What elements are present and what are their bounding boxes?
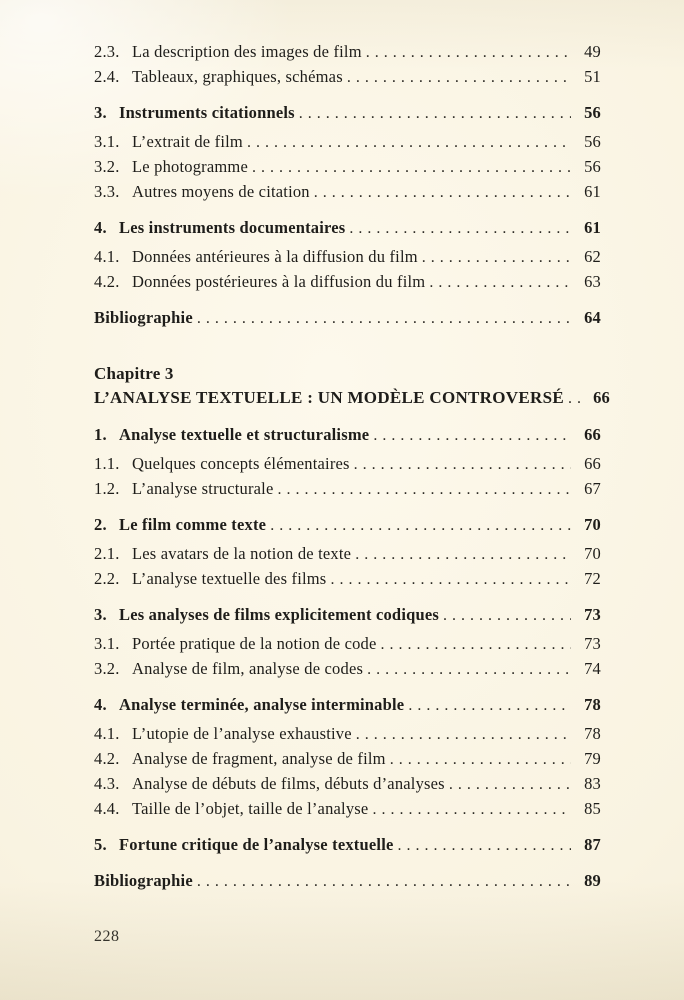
toc-entry-label: Les analyses de films explicitement codiques: [119, 605, 439, 624]
toc-entry: [94, 693, 601, 718]
toc-entry-label: Données antérieures à la diffusion du film: [132, 247, 418, 266]
toc-entry-label: Autres moyens de citation: [132, 182, 310, 201]
toc-entry-number: 5.: [94, 835, 107, 854]
toc-entry-page: 73: [584, 605, 601, 624]
toc-entry: [94, 101, 601, 126]
toc-entry-page: 73: [584, 634, 601, 653]
toc-entry-page: 85: [584, 799, 601, 818]
toc-entry-page: 51: [584, 67, 601, 86]
toc-entry-page: 61: [584, 182, 601, 201]
toc-entry-number: 4.: [94, 218, 107, 237]
toc-entry: [94, 542, 601, 567]
toc-entry: [94, 603, 601, 628]
toc-entry-page: 66: [584, 425, 601, 444]
toc-entry-number: 1.1.: [94, 454, 120, 473]
dot-leader: [350, 452, 571, 477]
dot-leader: [343, 65, 571, 90]
dot-leader: [243, 130, 571, 155]
toc-entry-page: 70: [584, 515, 601, 534]
dot-leader: [564, 385, 580, 412]
dot-leader: [439, 603, 571, 628]
toc-entry-page: 78: [584, 724, 601, 743]
toc-entry: [94, 869, 601, 894]
toc-entry-label: L’extrait de film: [132, 132, 243, 151]
dot-leader: [368, 797, 571, 822]
dot-leader: [425, 270, 571, 295]
toc-entry: [94, 452, 601, 477]
toc-entry-label: Quelques concepts élémentaires: [132, 454, 350, 473]
toc-entry-number: 4.3.: [94, 774, 120, 793]
toc-entry-page: 70: [584, 544, 601, 563]
dot-leader: [345, 216, 571, 241]
toc-entry: [94, 65, 601, 90]
dot-leader: [352, 722, 571, 747]
toc-entry: [94, 513, 601, 538]
toc-entry-number: 1.: [94, 425, 107, 444]
toc-entry-label: Le film comme texte: [119, 515, 267, 534]
chapter-title-line: [94, 385, 610, 412]
dot-leader: [404, 693, 571, 718]
toc-section-chapter2-end: [94, 40, 601, 331]
dot-leader: [394, 833, 572, 858]
toc-entry-page: 72: [584, 569, 601, 588]
dot-leader: [351, 542, 571, 567]
chapter-number-line: Chapitre 3: [94, 364, 174, 383]
dot-leader: [326, 567, 571, 592]
toc-entry-number: 2.3.: [94, 42, 120, 61]
toc-entry-page: 66: [584, 454, 601, 473]
toc-entry: [94, 423, 601, 448]
dot-leader: [193, 306, 571, 331]
toc-entry-label: Données postérieures à la diffusion du film: [132, 272, 426, 291]
toc-entry-label: Taille de l’objet, taille de l’analyse: [132, 799, 369, 818]
dot-leader: [193, 869, 571, 894]
toc-entry-page: 64: [584, 308, 601, 327]
toc-entry-number: 2.4.: [94, 67, 120, 86]
toc-section-chapter3: [94, 423, 601, 894]
toc-entry-page: 56: [584, 103, 601, 122]
toc-entry-page: 74: [584, 659, 601, 678]
toc-entry-label: Analyse de débuts de films, débuts d’analyses: [132, 774, 445, 793]
dot-leader: [445, 772, 571, 797]
toc-entry-label: L’analyse structurale: [132, 479, 274, 498]
toc-entry-number: 4.1.: [94, 724, 120, 743]
toc-entry: [94, 797, 601, 822]
dot-leader: [310, 180, 571, 205]
toc-entry-label: La description des images de film: [132, 42, 362, 61]
toc-entry-page: 67: [584, 479, 601, 498]
toc-entry: [94, 306, 601, 331]
toc-entry-number: 3.: [94, 103, 107, 122]
toc-entry: [94, 155, 601, 180]
toc-entry: [94, 772, 601, 797]
toc-entry-page: 56: [584, 132, 601, 151]
toc-entry-page: 63: [584, 272, 601, 291]
toc-entry: [94, 632, 601, 657]
toc-entry-label: Bibliographie: [94, 871, 193, 890]
dot-leader: [386, 747, 571, 772]
dot-leader: [377, 632, 571, 657]
toc-entry: [94, 245, 601, 270]
chapter-title: L’ANALYSE TEXTUELLE : UN MODÈLE CONTROVERSÉ: [94, 388, 564, 407]
toc-entry-label: Le photogramme: [132, 157, 248, 176]
dot-leader: [248, 155, 571, 180]
toc-entry-page: 62: [584, 247, 601, 266]
toc-entry-page: 49: [584, 42, 601, 61]
toc-entry-label: Instruments citationnels: [119, 103, 295, 122]
toc-entry-number: 2.2.: [94, 569, 120, 588]
toc-entry: [94, 567, 601, 592]
toc-entry-number: 3.3.: [94, 182, 120, 201]
toc-entry-number: 2.1.: [94, 544, 120, 563]
toc-entry-number: 3.1.: [94, 132, 120, 151]
toc-entry-label: Les instruments documentaires: [119, 218, 346, 237]
toc-entry: [94, 657, 601, 682]
toc-entry-label: Les avatars de la notion de texte: [132, 544, 352, 563]
toc-entry-label: Analyse terminée, analyse interminable: [119, 695, 405, 714]
toc-entry-number: 4.: [94, 695, 107, 714]
toc-entry-number: 3.1.: [94, 634, 120, 653]
toc-entry-number: 4.2.: [94, 272, 120, 291]
toc-entry-number: 3.2.: [94, 157, 120, 176]
toc-entry-page: 78: [584, 695, 601, 714]
toc-entry-number: 4.4.: [94, 799, 120, 818]
toc-entry-label: L’utopie de l’analyse exhaustive: [132, 724, 352, 743]
toc-entry-label: Tableaux, graphiques, schémas: [132, 67, 343, 86]
toc-entry-number: 4.2.: [94, 749, 120, 768]
dot-leader: [274, 477, 572, 502]
toc-entry: [94, 722, 601, 747]
toc-entry-page: 83: [584, 774, 601, 793]
toc-entry-page: 87: [584, 835, 601, 854]
toc-entry-label: Analyse de film, analyse de codes: [132, 659, 364, 678]
toc-entry-label: L’analyse textuelle des films: [132, 569, 327, 588]
dot-leader: [418, 245, 571, 270]
toc-entry-page: 61: [584, 218, 601, 237]
toc-entry-page: 89: [584, 871, 601, 890]
dot-leader: [362, 40, 571, 65]
toc-entry-label: Portée pratique de la notion de code: [132, 634, 377, 653]
toc-entry: [94, 180, 601, 205]
toc-entry-label: Analyse textuelle et structuralisme: [119, 425, 370, 444]
dot-leader: [295, 101, 571, 126]
toc-entry: [94, 747, 601, 772]
toc-entry-number: 4.1.: [94, 247, 120, 266]
toc-entry: [94, 216, 601, 241]
toc-entry-label: Analyse de fragment, analyse de film: [132, 749, 386, 768]
toc-entry-label: Bibliographie: [94, 308, 193, 327]
toc-entry-number: 2.: [94, 515, 107, 534]
toc-entry-page: 79: [584, 749, 601, 768]
toc-entry-number: 3.: [94, 605, 107, 624]
chapter-page-number: 66: [593, 388, 610, 407]
toc-entry-number: 3.2.: [94, 659, 120, 678]
toc-entry: [94, 270, 601, 295]
page-folio-number: 228: [94, 928, 120, 945]
chapter-heading: [94, 363, 610, 412]
toc-entry: [94, 40, 601, 65]
toc-entry-number: 1.2.: [94, 479, 120, 498]
dot-leader: [363, 657, 571, 682]
toc-entry-page: 56: [584, 157, 601, 176]
toc-entry: [94, 477, 601, 502]
dot-leader: [369, 423, 571, 448]
toc-entry: [94, 833, 601, 858]
dot-leader: [266, 513, 571, 538]
toc-entry: [94, 130, 601, 155]
toc-entry-label: Fortune critique de l’analyse textuelle: [119, 835, 394, 854]
